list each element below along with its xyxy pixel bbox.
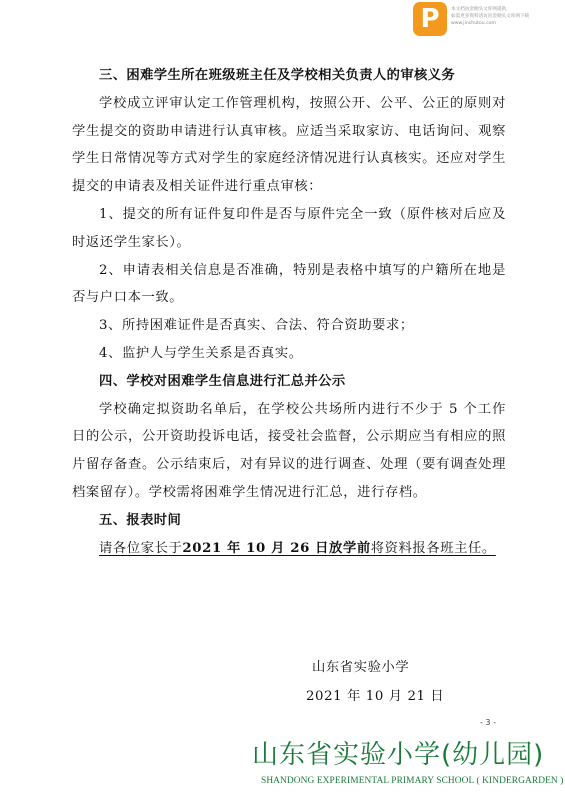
deadline-date: 2021 年 10 月 26 日放学前 — [182, 540, 371, 556]
deadline-suffix: 将资料报各班主任。 — [370, 540, 496, 556]
section-3-item-2: 2、申请表相关信息是否准确，特别是表格中填写的户籍所在地是否与户口本一致。 — [72, 262, 506, 306]
footer-school-name-cn: 山东省实验小学(幼儿园) — [252, 740, 545, 770]
deadline-notice — [72, 535, 506, 563]
section-4-body: 学校确定拟资助名单后，在学校公共场所内进行不少于 5 个工作日的公示，公开资助投诉电话，接受社会监督，公示期应当有相应的照片留存备查。公示结束后，对有异议的进行调查、处理（要有调查处理档案留存）。学校需将困难学生情况进行汇总，进行存档。 — [72, 401, 506, 500]
deadline-prefix: 请各位家长于 — [99, 540, 183, 556]
section-3-intro: 学校成立评审认定工作管理机构，按照公开、公平、公正的原则对学生提交的资助申请进行认真审核。应适当采取家访、电话询问、观察学生日常情况等方式对学生的家庭经济情况进行认真核实。还应对学生提交的申请表及相关证件进行重点审核： — [72, 95, 506, 195]
document-body — [72, 62, 506, 562]
logo-icon: P — [413, 2, 447, 36]
section-5-heading: 五、报表时间 — [99, 512, 182, 528]
section-3-item-4: 4、监护人与学生关系是否真实。 — [99, 345, 303, 361]
section-3-heading: 三、困难学生所在班级班主任及学校相关负责人的审核义务 — [99, 68, 456, 83]
page-number: - 3 - — [480, 718, 496, 727]
section-3-item-1: 1、提交的所有证件复印件是否与原件完全一致（原件核对后应及时返还学生家长）。 — [72, 206, 506, 250]
section-3-item-3: 3、所持困难证件是否真实、合法、符合资助要求； — [99, 318, 414, 334]
signature-date: 2021 年 10 月 21 日 — [306, 689, 445, 704]
watermark-line: www.jinchutou.com — [451, 21, 496, 26]
watermark-text — [451, 6, 529, 27]
watermark-line: 如需更多资料请访问金锄头文库网下载 — [451, 14, 530, 19]
signature-school: 山东省实验小学 — [312, 660, 410, 675]
section-4-heading: 四、学校对困难学生信息进行汇总并公示 — [99, 373, 346, 389]
watermark-line: 本文档由金锄头文库网提供， — [451, 7, 511, 12]
watermark-banner — [413, 2, 559, 42]
footer-school-name-en: SHANDONG EXPERIMENTAL PRIMARY SCHOOL ( KINDERGARDEN ) — [261, 776, 564, 786]
